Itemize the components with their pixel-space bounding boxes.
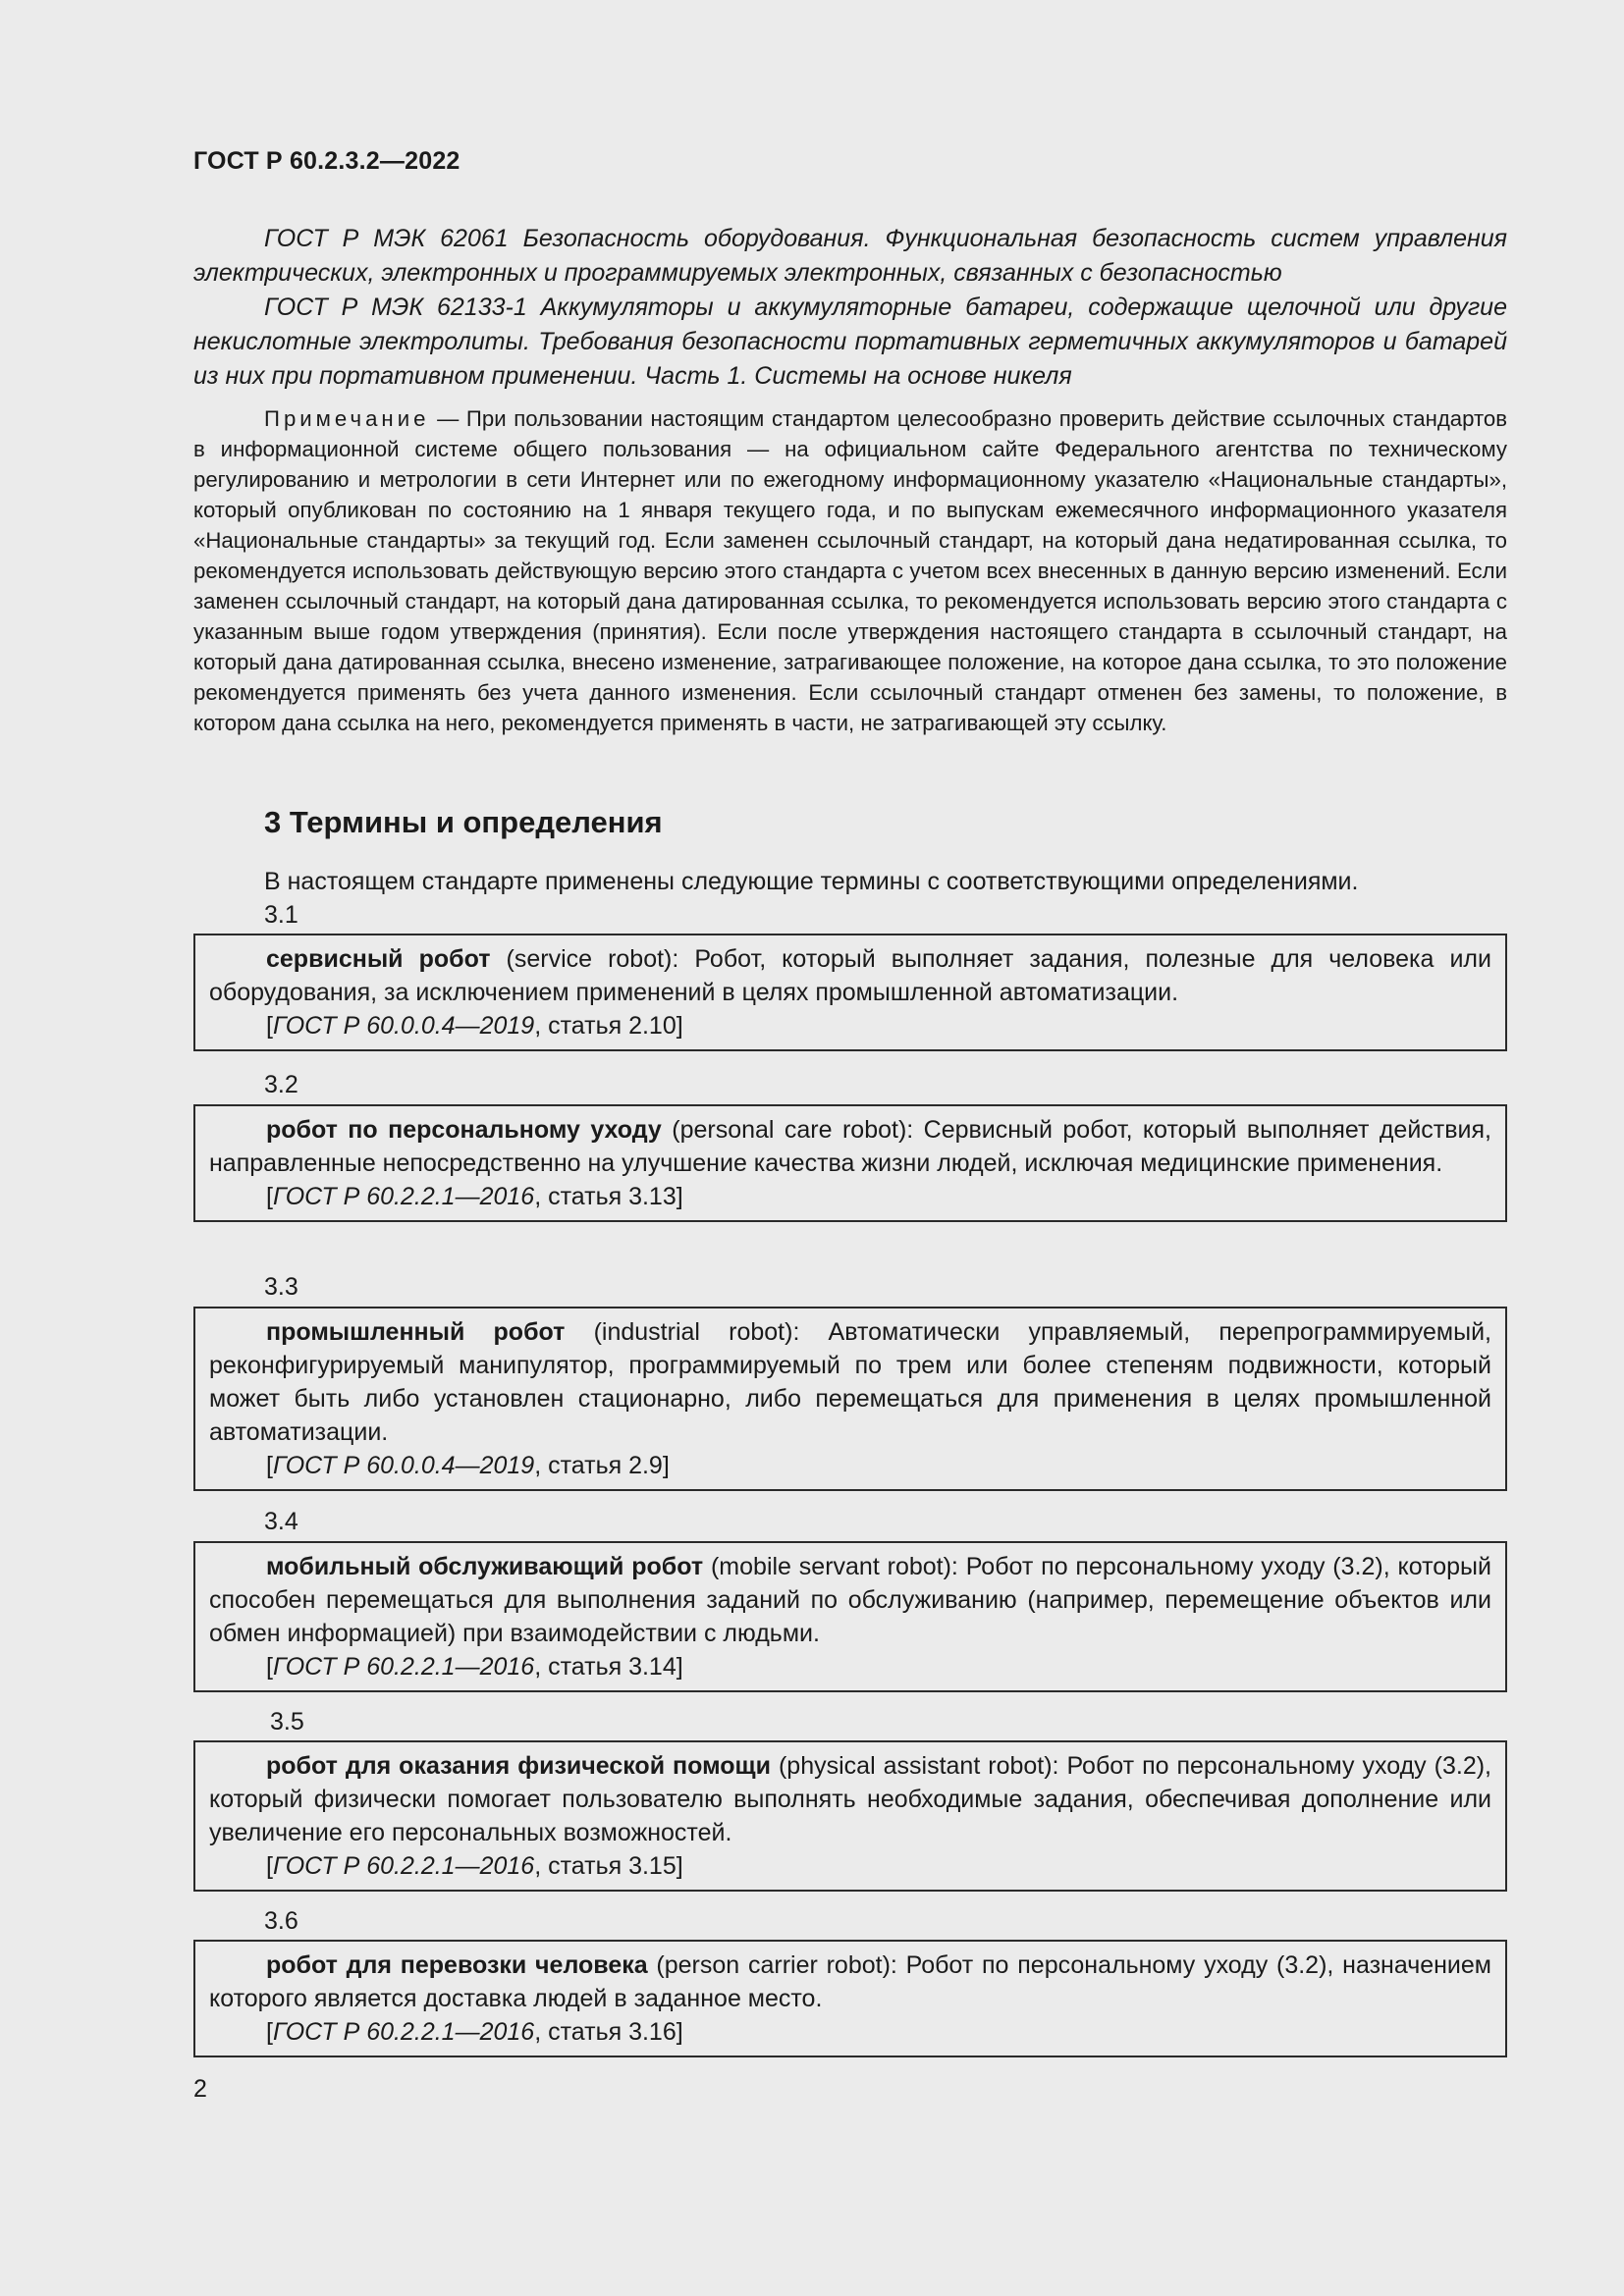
- term-source: [ГОСТ Р 60.2.2.1—2016, статья 3.16]: [266, 2018, 683, 2046]
- section-intro: В настоящем стандарте применены следующие термины с соответствующими определениями.: [264, 868, 1359, 895]
- term-source: [ГОСТ Р 60.2.2.1—2016, статья 3.15]: [266, 1852, 683, 1880]
- term-entry: [193, 1541, 1507, 1692]
- source-article: , статья 3.14]: [534, 1653, 683, 1681]
- term-number: 3.1: [264, 901, 298, 929]
- term-entry: [193, 1740, 1507, 1892]
- term-definition: [209, 1113, 1491, 1180]
- source-standard: ГОСТ Р 60.2.2.1—2016: [272, 1183, 535, 1210]
- source-standard: ГОСТ Р 60.2.2.1—2016: [272, 1653, 535, 1681]
- definition-text: (service robot): Робот, который выполняет задания, полезные для человека или оборудования, за исключением применений в целях промышленной автоматизации.: [209, 945, 1491, 1006]
- term-name: сервисный робот: [266, 945, 491, 973]
- source-article: , статья 2.9]: [534, 1452, 670, 1479]
- term-number: 3.3: [264, 1273, 298, 1301]
- term-definition: [209, 942, 1491, 1009]
- term-name: робот по персональному уходу: [266, 1116, 662, 1144]
- definition-text: (physical assistant robot): Робот по персональному уходу (3.2), который физически помогает пользователю выполнять необходимые задания, обеспечивая дополнение или увеличение его персональных возможностей.: [209, 1752, 1491, 1846]
- definition-text: (mobile servant robot): Робот по персональному уходу (3.2), который способен перемещаться для выполнения заданий по обслуживанию (например, перемещение объектов или обмен информацией) при взаимодействии с людьми.: [209, 1553, 1491, 1647]
- source-article: , статья 3.16]: [534, 2018, 683, 2046]
- term-source: [ГОСТ Р 60.2.2.1—2016, статья 3.14]: [266, 1653, 683, 1681]
- term-number: 3.4: [264, 1508, 298, 1535]
- term-number: 3.5: [270, 1708, 304, 1735]
- source-standard: ГОСТ Р 60.2.2.1—2016: [272, 2018, 535, 2046]
- term-definition: [209, 1749, 1491, 1849]
- term-entry: [193, 1104, 1507, 1222]
- term-name: мобильный обслуживающий робот: [266, 1553, 704, 1580]
- source-article: , статья 3.15]: [534, 1852, 683, 1880]
- term-source: [ГОСТ Р 60.0.0.4—2019, статья 2.10]: [266, 1012, 683, 1040]
- page-number: 2: [193, 2075, 207, 2103]
- term-number: 3.2: [264, 1071, 298, 1098]
- section-title: 3 Термины и определения: [264, 805, 663, 839]
- note-label: Примечание: [264, 406, 430, 431]
- term-entry: [193, 934, 1507, 1051]
- source-standard: ГОСТ Р 60.0.0.4—2019: [272, 1452, 535, 1479]
- term-definition: [209, 1949, 1491, 2015]
- definition-text: (person carrier robot): Робот по персональному уходу (3.2), назначением которого является доставка людей в заданное место.: [209, 1951, 1491, 2012]
- note-text: — При пользовании настоящим стандартом целесообразно проверить действие ссылочных стандартов в информационной системе общего пользования — на официальном сайте Федерального агентства по техническому регулированию и метрологии в сети Интернет или по ежегодному информационному указателю «Национальные стандарты», который опубликован по состоянию на 1 января текущего года, и по выпускам ежемесячного информационного указателя «Национальные стандарты» за текущий год. Если заменен ссылочный стандарт, на который дана недатированная ссылка, то рекомендуется использовать действующую версию этого стандарта с учетом всех внесенных в данную версию изменений. Если заменен ссылочный стандарт, на который дана датированная ссылка, то рекомендуется использовать версию этого стандарта с указанным выше годом утверждения (принятия). Если после утверждения настоящего стандарта в ссылочный стандарт, на который дана датированная ссылка, внесено изменение, затрагивающее положение, на которое дана ссылка, то это положение рекомендуется применять без учета данного изменения. Если ссылочный стандарт отменен без замены, то положение, в котором дана ссылка на него, рекомендуется применять в части, не затрагивающей эту ссылку.: [193, 406, 1507, 735]
- term-name: робот для оказания физической помощи: [266, 1752, 771, 1780]
- term-source: [ГОСТ Р 60.2.2.1—2016, статья 3.13]: [266, 1183, 683, 1210]
- source-standard: ГОСТ Р 60.0.0.4—2019: [272, 1012, 535, 1040]
- term-definition: [209, 1315, 1491, 1449]
- term-entry: [193, 1940, 1507, 2057]
- reference-item: ГОСТ Р МЭК 62061 Безопасность оборудования. Функциональная безопасность систем управления электрических, электронных и программируемых электронных, связанных с безопасностью: [193, 225, 1507, 287]
- note-paragraph: [193, 403, 1507, 738]
- term-source: [ГОСТ Р 60.0.0.4—2019, статья 2.9]: [266, 1452, 670, 1479]
- term-definition: [209, 1550, 1491, 1650]
- reference-item: ГОСТ Р МЭК 62133-1 Аккумуляторы и аккумуляторные батареи, содержащие щелочной или другие некислотные электролиты. Требования безопасности портативных герметичных аккумуляторов и батарей из них при портативном применении. Часть 1. Системы на основе никеля: [193, 294, 1507, 390]
- definition-text: (personal care robot): Сервисный робот, который выполняет действия, направленные непосредственно на улучшение качества жизни людей, исключая медицинские применения.: [209, 1116, 1491, 1177]
- document-header: ГОСТ Р 60.2.3.2—2022: [193, 147, 460, 175]
- source-article: , статья 3.13]: [534, 1183, 683, 1210]
- term-name: промышленный робот: [266, 1318, 566, 1346]
- term-name: робот для перевозки человека: [266, 1951, 648, 1979]
- definition-text: (industrial robot): Автоматически управляемый, перепрограммируемый, реконфигурируемый манипулятор, программируемый по трем или более степеням подвижности, который может быть либо установлен стационарно, либо перемещаться для применения в целях промышленной автоматизации.: [209, 1318, 1491, 1446]
- normative-references: [193, 222, 1507, 394]
- source-article: , статья 2.10]: [534, 1012, 683, 1040]
- source-standard: ГОСТ Р 60.2.2.1—2016: [272, 1852, 535, 1880]
- term-entry: [193, 1307, 1507, 1491]
- term-number: 3.6: [264, 1907, 298, 1935]
